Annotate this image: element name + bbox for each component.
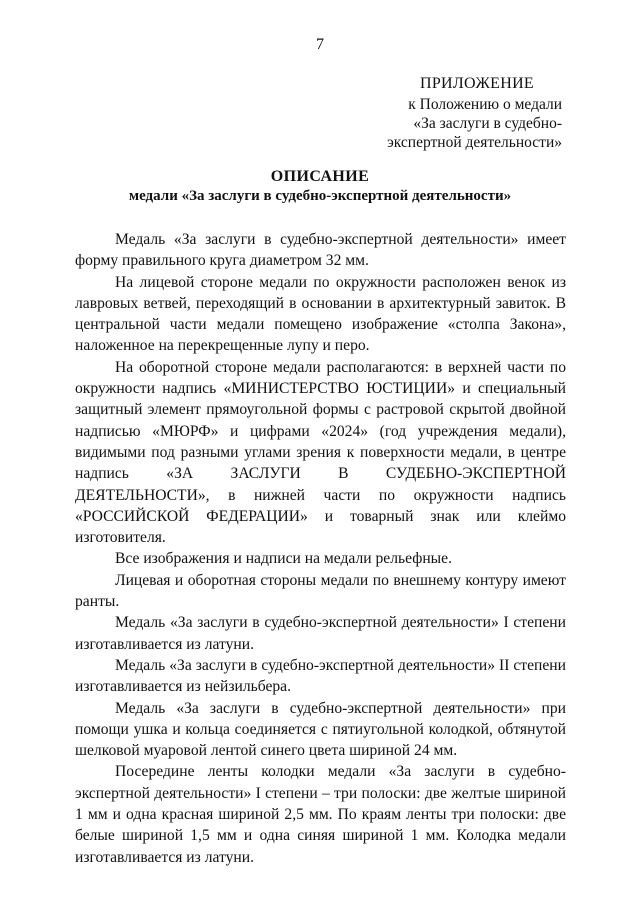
paragraph: Медаль «За заслуги в судебно-экспертной деятельности» при помощи ушка и кольца соединяется с пятиугольной колодкой, обтянутой шелковой муаровой лентой синего цвета шириной 24 мм. — [75, 699, 566, 760]
paragraph: Медаль «За заслуги в судебно-экспертной деятельности» имеет форму правильного круга диаметром 32 мм. — [75, 231, 566, 270]
paragraph: Все изображения и надписи на медали рельефные. — [115, 550, 452, 568]
paragraph: Медаль «За заслуги в судебно-экспертной деятельности» II степени изготавливается из нейзильбера. — [75, 656, 566, 696]
document-subheading: медали «За заслуги в судебно-экспертной деятельности» — [128, 188, 512, 204]
appendix-title: ПРИЛОЖЕНИЕ — [419, 75, 534, 92]
paragraph: На оборотной стороне медали располагаются: в верхней части по окружности надпись «МИНИСТЕРСТВО ЮСТИЦИИ» и специальный защитный элемент прямоугольной формы с растровой скрытой двойной надписью «МЮРФ» и цифрами «2024» (год учреждения медали), видимыми под разными углами зрения к поверхности медали, в центре надпись «ЗА ЗАСЛУГИ В СУДЕБНО-ЭКСПЕРТНОЙ ДЕЯТЕЛЬНОСТИ», в нижней части по окружности надпись «РОССИЙСКОЙ ФЕДЕРАЦИИ» и товарный знак или клеймо изготовителя. — [75, 358, 566, 547]
appendix-block — [387, 74, 562, 152]
paragraph: Лицевая и оборотная стороны медали по внешнему контуру имеют ранты. — [75, 571, 566, 611]
document-heading: ОПИСАНИЕ — [270, 168, 370, 185]
document-body — [75, 229, 566, 868]
paragraph: Медаль «За заслуги в судебно-экспертной деятельности» I степени изготавливается из латуни. — [75, 614, 566, 653]
appendix-line: к Положению о медали — [408, 96, 562, 113]
appendix-line: «За заслуги в судебно- — [413, 115, 562, 132]
page-number: 7 — [316, 36, 324, 53]
appendix-line: экспертной деятельности» — [387, 134, 562, 151]
paragraph: На лицевой стороне медали по окружности расположен венок из лавровых ветвей, переходящий в основании в архитектурный завиток. В центральной части медали помещено изображение «столпа Закона», наложенное на перекрещенные лупу и перо. — [75, 273, 566, 355]
paragraph: Посередине ленты колодки медали «За заслуги в судебно-экспертной деятельности» I степени – три полоски: две желтые шириной 1 мм и одна красная шириной 2,5 мм. По краям ленты три полоски: две белые шириной 1,5 мм и одна синяя шириной 1 мм. Колодка медали изготавливается из латуни. — [75, 763, 566, 866]
